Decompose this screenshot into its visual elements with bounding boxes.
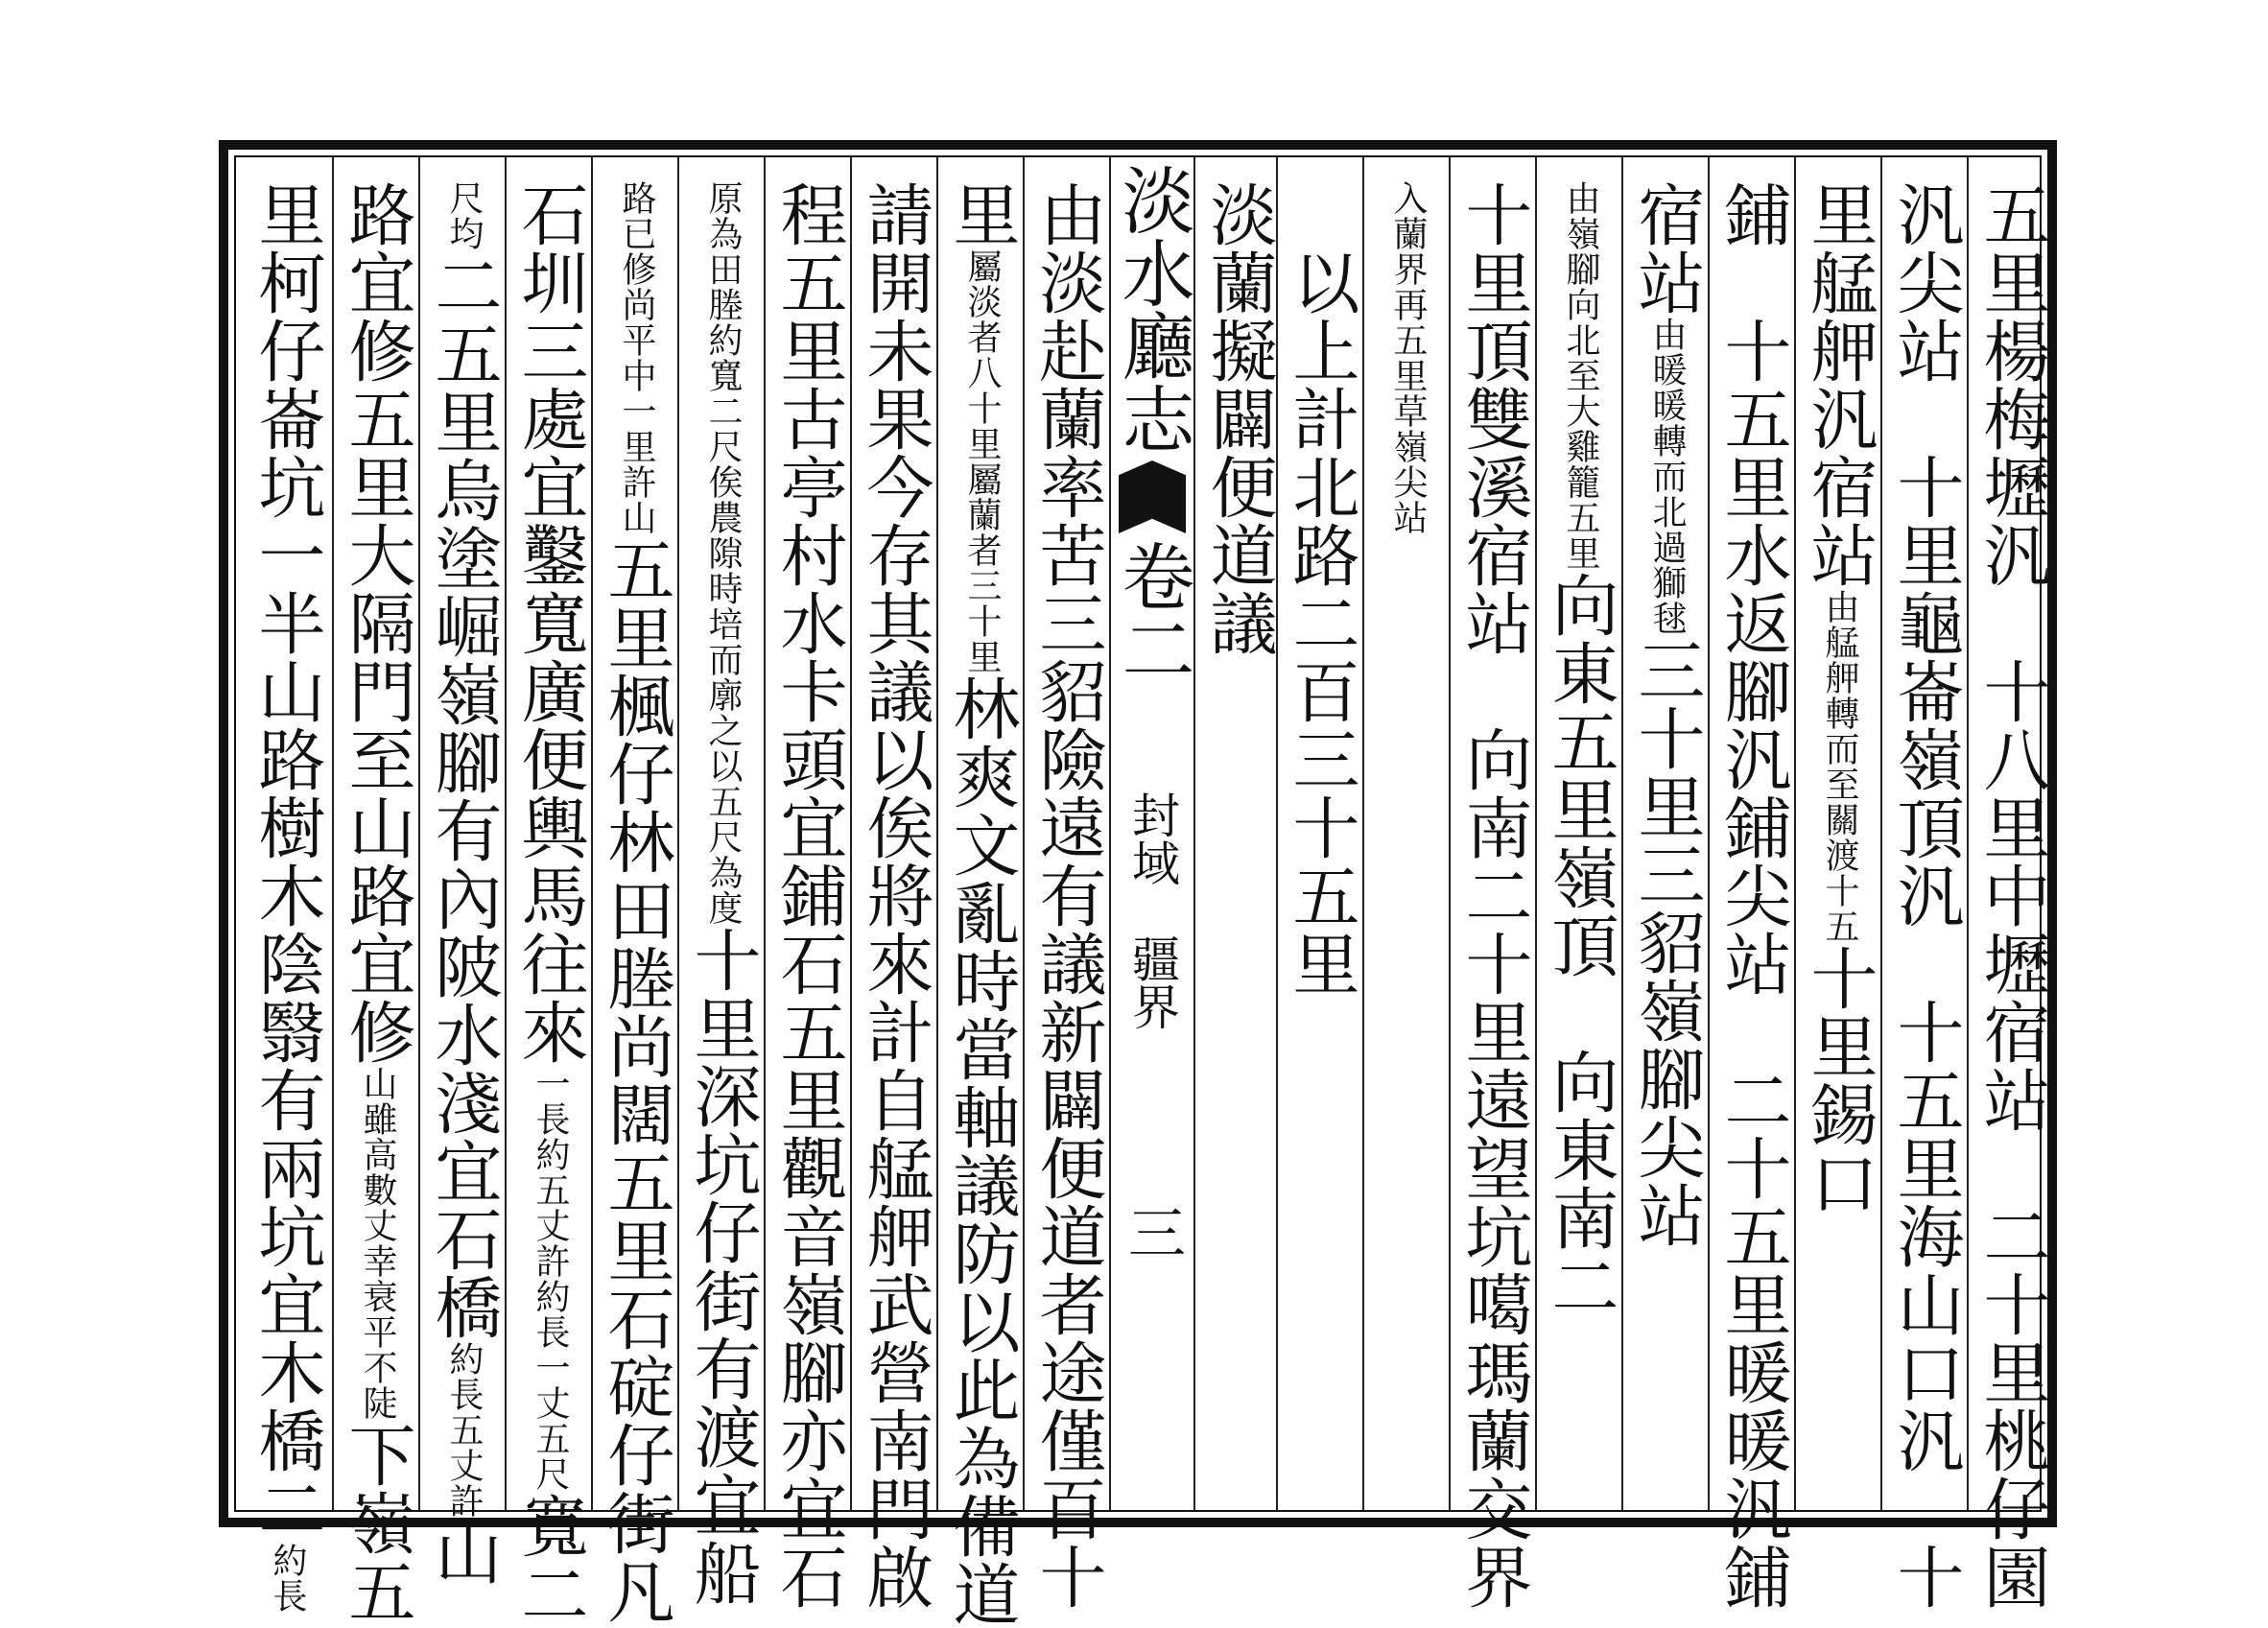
column-rule bbox=[850, 157, 852, 1510]
column-text: 里 bbox=[942, 180, 1021, 248]
text-column bbox=[854, 180, 936, 1611]
annotation-text: 由暖暖轉而北過獅毬 bbox=[1647, 317, 1687, 636]
column-text: 五里楓仔林田塍尚闊五里石碇仔街凡 bbox=[597, 535, 675, 1625]
column-rule bbox=[505, 157, 507, 1510]
column-text: 路宜修五里大隔門至山路宜修 bbox=[338, 180, 416, 1066]
heading-text: 淡蘭擬闢便道議 bbox=[1199, 180, 1278, 657]
text-column bbox=[1712, 180, 1794, 1611]
column-text: 十里深坑仔街有渡宜船 bbox=[683, 926, 762, 1607]
text-column bbox=[508, 180, 591, 1628]
column-text: 里艋舺汎宿站 bbox=[1800, 180, 1878, 589]
text-column bbox=[1453, 180, 1535, 1611]
text-column bbox=[1798, 180, 1880, 1495]
book-band bbox=[1109, 163, 1195, 1497]
column-text: 石圳三處宜鑿寬廣便輿馬往來 bbox=[510, 180, 589, 1066]
text-column bbox=[336, 180, 418, 1625]
text-column bbox=[1971, 180, 2053, 1611]
annotation-text: 一長約五丈許約長一丈五尺 bbox=[531, 1066, 570, 1492]
text-column bbox=[246, 180, 328, 1614]
column-text: 五里楊梅壢汎 十八里中壢宿站 二十里桃仔園 bbox=[1973, 180, 2051, 1611]
column-text: 汎尖站 十里龜崙嶺頂汎 十五里海山口汎 十 bbox=[1886, 180, 1965, 1611]
annotation-text: 約長五丈許 bbox=[444, 1341, 484, 1519]
annotation-text: 約長 bbox=[268, 1543, 307, 1614]
column-text: 向東五里嶺頂 向東南二 bbox=[1541, 571, 1619, 1320]
book-title: 淡水廳志 bbox=[1110, 163, 1195, 455]
fish-tail-mark bbox=[1119, 460, 1186, 533]
text-column bbox=[1366, 180, 1449, 1495]
annotation-text: 入蘭界再五里草嶺尖站 bbox=[1388, 180, 1428, 535]
annotation-text: 尺均 bbox=[444, 180, 484, 251]
column-text: 十里頂雙溪宿站 向南二十里遠望坑噶瑪蘭交界 bbox=[1454, 180, 1533, 1611]
text-column bbox=[681, 180, 764, 1607]
column-rule bbox=[764, 157, 766, 1510]
annotation-text: 屬淡者八十里屬蘭者三十里 bbox=[962, 248, 1002, 674]
annotation-text: 由艋舺轉而至關渡十五 bbox=[1820, 589, 1859, 944]
column-text: 寬二 bbox=[510, 1492, 589, 1628]
column-rule bbox=[1708, 157, 1710, 1510]
column-text: 林爽文亂時當軸議防以此為備道 bbox=[942, 674, 1021, 1628]
column-text: 以上計北路二百三十五里 bbox=[1282, 180, 1360, 998]
text-column bbox=[1539, 180, 1621, 1495]
column-rule bbox=[1967, 157, 1969, 1510]
column-text: 山 bbox=[424, 1519, 503, 1587]
column-text: 請開未果今存其議以俟將來計自艋舺武營南門啟 bbox=[856, 180, 934, 1611]
annotation-text: 路已修尚平中一里許山 bbox=[617, 180, 656, 535]
column-rule bbox=[332, 157, 334, 1510]
column-text: 宿站 bbox=[1627, 180, 1706, 317]
column-text: 程五里古亭村水卡頭宜鋪石五里觀音嶺腳亦宜石 bbox=[769, 180, 848, 1611]
column-text: 十里錫口 bbox=[1800, 944, 1878, 1216]
volume-label: 卷二 bbox=[1110, 539, 1195, 685]
column-rule bbox=[1880, 157, 1882, 1510]
text-column bbox=[940, 180, 1023, 1628]
column-rule bbox=[1794, 157, 1796, 1510]
column-text: 里柯仔崙坑一半山路樹木陰翳有兩坑宜木橋二 bbox=[248, 180, 326, 1543]
text-column bbox=[422, 180, 505, 1587]
column-text: 鋪 十五里水返腳汎鋪尖站 二十五里暖暖汎鋪 bbox=[1713, 180, 1792, 1611]
section-heading bbox=[1197, 180, 1280, 1495]
column-text: 二五里烏塗崛嶺腳有內陂水淺宜石橋 bbox=[424, 251, 503, 1341]
column-rule bbox=[418, 157, 420, 1510]
column-rule bbox=[1621, 157, 1623, 1510]
column-text: 由淡赴蘭率苦三貂險遠有議新闢便道者途僅百十 bbox=[1028, 180, 1107, 1611]
column-text: 三十里三貂嶺腳尖站 bbox=[1627, 636, 1706, 1249]
column-rule bbox=[936, 157, 938, 1510]
text-column bbox=[595, 180, 677, 1625]
annotation-text: 原為田塍約寬二尺俟農隙時培而廓之以五尺為度 bbox=[703, 180, 743, 926]
text-column bbox=[1884, 180, 1967, 1611]
text-column bbox=[1280, 180, 1362, 1495]
text-column bbox=[768, 180, 850, 1611]
column-rule bbox=[1362, 157, 1364, 1510]
text-column bbox=[1625, 180, 1708, 1495]
annotation-text: 山雖高數丈幸衰平不陡 bbox=[358, 1066, 397, 1421]
annotation-text: 由嶺腳向北至大雞籠五里 bbox=[1561, 180, 1600, 571]
page-number: 三 bbox=[1119, 1203, 1186, 1261]
column-rule bbox=[1023, 157, 1025, 1510]
text-column bbox=[1027, 180, 1109, 1611]
column-rule bbox=[1449, 157, 1451, 1510]
column-rule bbox=[677, 157, 679, 1510]
column-rule bbox=[591, 157, 593, 1510]
column-rule bbox=[1535, 157, 1537, 1510]
section-label: 封域 疆界 bbox=[1124, 790, 1180, 1030]
column-text: 下嶺五 bbox=[338, 1421, 416, 1625]
